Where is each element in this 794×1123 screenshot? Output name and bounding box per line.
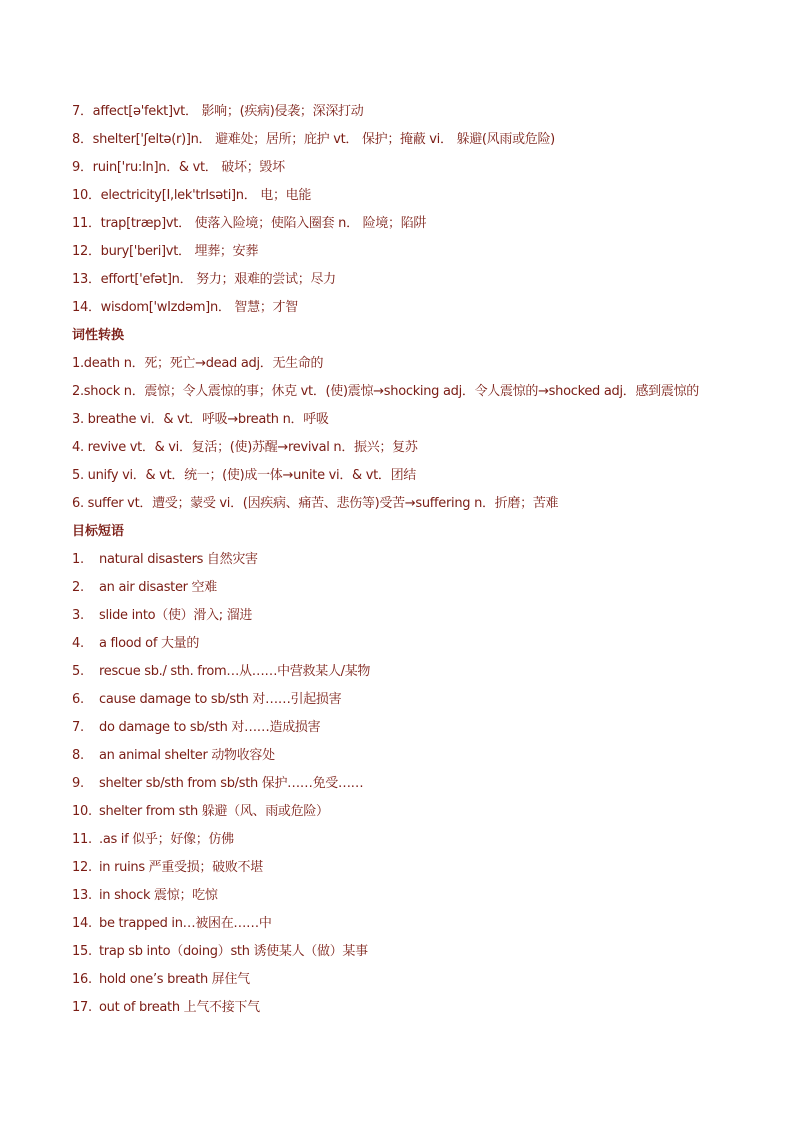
section-heading-phrases: 目标短语 [72,524,125,539]
phrase-item [72,636,199,652]
phrase-number: 14. [72,916,92,931]
phrase-text: a flood of 大量的 [99,636,200,651]
phrase-text: natural disasters 自然灾害 [99,552,258,567]
phrase-number: 13. [72,888,92,903]
phrase-item [72,692,341,708]
vocab-item: 12．bury['beri]vt． 埋葬；安葬 [72,244,259,259]
phrase-number: 2. [72,580,84,595]
phrase-number: 10. [72,804,92,819]
phrase-text: out of breath 上气不接下气 [99,1000,260,1015]
wordform-item: 4. revive vt．& vi．复活；(使)苏醒→revival n．振兴；复苏 [72,440,418,455]
phrase-item [72,748,275,764]
phrase-item [72,832,234,848]
phrase-number: 7. [72,720,84,735]
phrase-number: 15. [72,944,92,959]
phrase-item [72,776,363,792]
phrase-text: shelter sb/sth from sb/sth 保护……免受…… [99,776,364,791]
wordform-item: 2.shock n．震惊；令人震惊的事；休克 vt．(使)震惊→shocking adj．令人震惊的→shocked adj．感到震惊的 [72,384,699,399]
phrase-item [72,804,329,820]
vocab-item: 7．affect[ə'fekt]vt． 影响；(疾病)侵袭；深深打动 [72,104,364,119]
phrase-item [72,944,368,960]
phrase-text: shelter from sth 躲避（风、雨或危险） [99,804,329,819]
vocab-item: 9．ruin['ru:In]n．& vt． 破坏；毁坏 [72,160,285,175]
phrase-item [72,608,252,624]
phrase-text: be trapped in…被困在……中 [99,916,272,931]
phrase-item [72,1000,260,1016]
phrase-item [72,888,218,904]
phrase-number: 1. [72,552,84,567]
wordform-item: 6. suffer vt．遭受；蒙受 vi．(因疾病、痛苦、悲伤等)受苦→suffering n．折磨；苦难 [72,496,559,511]
phrase-item [72,580,217,596]
wordform-item: 5. unify vi．& vt．统一；(使)成一体→unite vi．& vt．团结 [72,468,416,483]
vocab-item: 11．trap[træp]vt． 使落入险境；使陷入圈套 n． 险境；陷阱 [72,216,427,231]
phrase-text: slide into（使）滑入; 溜进 [99,608,253,623]
wordform-item: 1.death n．死；死亡→dead adj．无生命的 [72,356,324,371]
phrase-number: 5. [72,664,84,679]
phrase-item [72,860,263,876]
phrase-number: 12. [72,860,92,875]
phrase-text: rescue sb./ sth. from…从……中营救某人/某物 [99,664,371,679]
phrase-text: do damage to sb/sth 对……造成损害 [99,720,321,735]
phrase-number: 16. [72,972,92,987]
vocab-item: 14．wisdom['wIzdəm]n． 智慧；才智 [72,300,298,315]
phrase-text: an air disaster 空难 [99,580,217,595]
vocab-item: 8．shelter['ʃeltə(r)]n． 避难处；居所；庇护 vt． 保护；掩蔽 vi． 躲避(风雨或危险) [72,132,555,147]
phrase-item [72,552,258,568]
phrase-text: an animal shelter 动物收容处 [99,748,275,763]
phrase-item [72,972,250,988]
phrase-text: .as if 似乎；好像；仿佛 [99,832,234,847]
phrase-text: in ruins 严重受损；破败不堪 [99,860,263,875]
phrase-number: 11. [72,832,92,847]
section-heading-wordforms: 词性转换 [72,328,125,343]
wordform-item: 3. breathe vi．& vt．呼吸→breath n．呼吸 [72,412,329,427]
phrase-item [72,664,370,680]
phrase-text: cause damage to sb/sth 对……引起损害 [99,692,342,707]
phrase-item [72,916,272,932]
phrase-number: 9. [72,776,84,791]
phrase-number: 17. [72,1000,92,1015]
phrase-text: trap sb into（doing）sth 诱使某人（做）某事 [99,944,368,959]
phrase-number: 4. [72,636,84,651]
phrase-item [72,720,320,736]
phrase-number: 6. [72,692,84,707]
phrase-number: 3. [72,608,84,623]
vocab-item: 10．electricity[I,lek'trIsəti]n． 电；电能 [72,188,312,203]
phrase-text: hold one’s breath 屏住气 [99,972,250,987]
phrase-number: 8. [72,748,84,763]
vocab-item: 13．effort['efət]n． 努力；艰难的尝试；尽力 [72,272,336,287]
phrase-text: in shock 震惊；吃惊 [99,888,218,903]
